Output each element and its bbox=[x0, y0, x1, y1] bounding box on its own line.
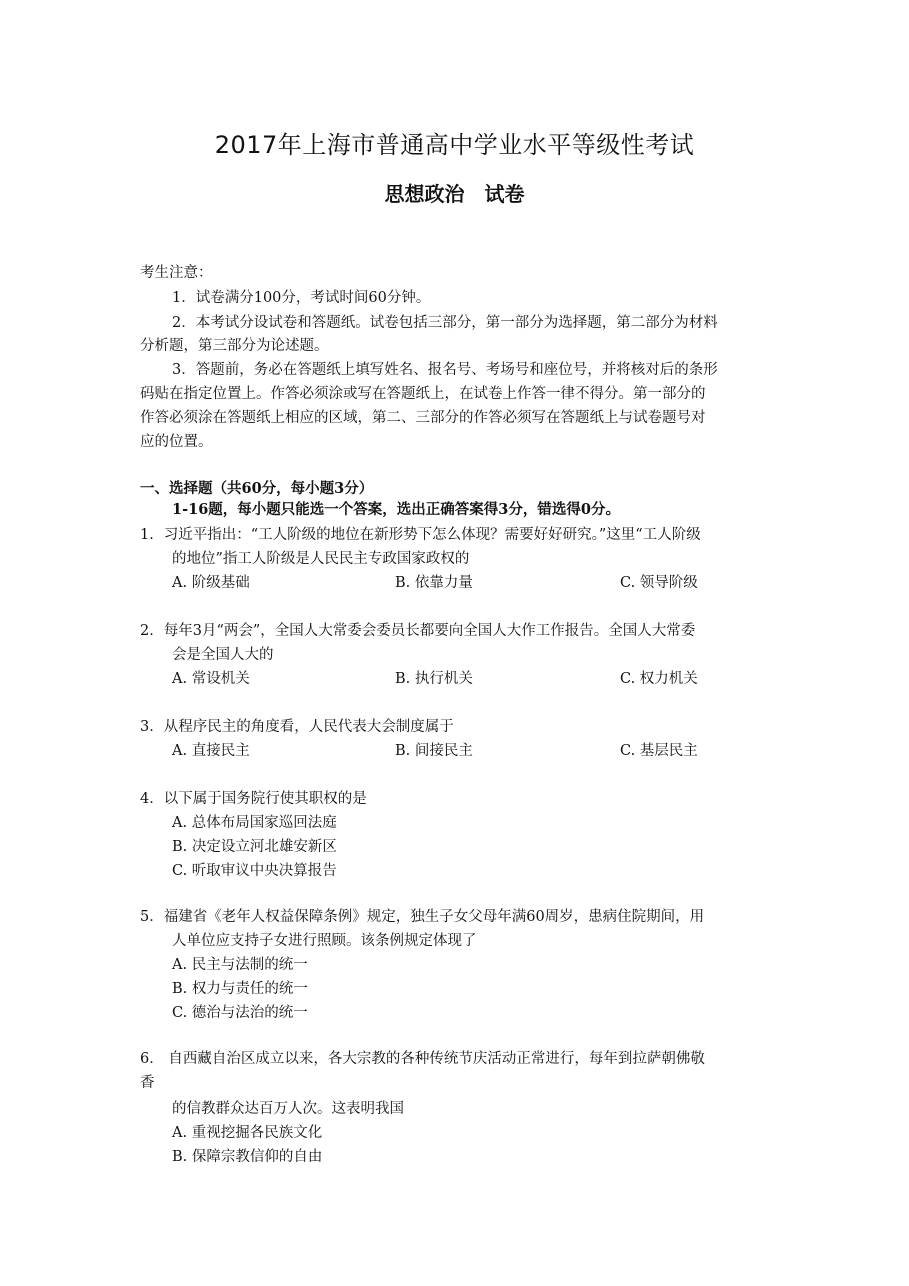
notice-item-3-cont-2: 作答必须涂在答题纸上相应的区域，第二、三部分的作答必须写在答题纸上与试卷题号对 bbox=[140, 410, 706, 426]
question-1-option-c: C. 领导阶级 bbox=[620, 575, 698, 591]
notice-item-3: 3．答题前，务必在答题纸上填写姓名、报名号、考场号和座位号，并将核对后的条形 bbox=[172, 362, 718, 378]
question-2-stem-line-1: 2．每年3月“两会”，全国人大常委会委员长都要向全国人大作工作报告。全国人大常委 bbox=[140, 623, 696, 639]
question-6-option-a: A. 重视挖掘各民族文化 bbox=[172, 1125, 323, 1141]
question-1-stem-line-2: 的地位”指工人阶级是人民民主专政国家政权的 bbox=[172, 551, 470, 567]
exam-subtitle: 思想政治 试卷 bbox=[384, 182, 525, 206]
question-2-option-b: B. 执行机关 bbox=[395, 671, 473, 687]
question-6-stem-line-3: 的信教群众达百万人次。这表明我国 bbox=[172, 1101, 404, 1117]
notice-item-3-cont-3: 应的位置。 bbox=[140, 434, 213, 450]
question-4-option-c: C. 听取审议中央决算报告 bbox=[172, 863, 337, 879]
question-5-stem-line-1: 5．福建省《老年人权益保障条例》规定，独生子女父母年满60周岁，患病住院期间，用 bbox=[140, 909, 705, 925]
notice-item-1: 1．试卷满分100分，考试时间60分钟。 bbox=[172, 290, 431, 306]
section-instruction: 1-16题，每小题只能选一个答案，选出正确答案得3分，错选得0分。 bbox=[172, 501, 620, 518]
question-5-option-c: C. 德治与法治的统一 bbox=[172, 1005, 308, 1021]
question-3-option-a: A. 直接民主 bbox=[172, 743, 250, 759]
notice-item-2: 2．本考试分设试卷和答题纸。试卷包括三部分，第一部分为选择题，第二部分为材料 bbox=[172, 315, 718, 331]
question-2-option-c: C. 权力机关 bbox=[620, 671, 698, 687]
question-4-stem: 4．以下属于国务院行使其职权的是 bbox=[140, 791, 367, 807]
question-5-stem-line-2: 人单位应支持子女进行照顾。该条例规定体现了 bbox=[172, 933, 477, 949]
section-heading: 一、选择题（共60分，每小题3分） bbox=[140, 480, 374, 497]
notice-item-3-cont-1: 码贴在指定位置上。作答必须涂或写在答题纸上，在试卷上作答一律不得分。第一部分的 bbox=[140, 386, 706, 402]
question-5-option-a: A. 民主与法制的统一 bbox=[172, 957, 308, 973]
question-1-stem-line-1: 1．习近平指出：“工人阶级的地位在新形势下怎么体现？需要好好研究。”这里“工人阶级 bbox=[140, 527, 701, 543]
question-3-option-c: C. 基层民主 bbox=[620, 743, 698, 759]
question-4-option-b: B. 决定设立河北雄安新区 bbox=[172, 839, 337, 855]
exam-title: 2017年上海市普通高中学业水平等级性考试 bbox=[214, 131, 695, 159]
notice-heading: 考生注意： bbox=[140, 265, 213, 281]
question-5-option-b: B. 权力与责任的统一 bbox=[172, 981, 308, 997]
question-1-option-a: A. 阶级基础 bbox=[172, 575, 250, 591]
question-6-stem-line-2: 香 bbox=[140, 1075, 155, 1091]
notice-item-2-cont: 分析题，第三部分为论述题。 bbox=[140, 338, 329, 354]
question-3-option-b: B. 间接民主 bbox=[395, 743, 473, 759]
question-1-option-b: B. 依靠力量 bbox=[395, 575, 473, 591]
question-6-option-b: B. 保障宗教信仰的自由 bbox=[172, 1149, 323, 1165]
question-6-stem-line-1: 6． 自西藏自治区成立以来，各大宗教的各种传统节庆活动正常进行，每年到拉萨朝佛敬 bbox=[140, 1051, 705, 1067]
question-3-stem: 3．从程序民主的角度看，人民代表大会制度属于 bbox=[140, 719, 454, 735]
question-2-stem-line-2: 会是全国人大的 bbox=[172, 647, 274, 663]
question-4-option-a: A. 总体布局国家巡回法庭 bbox=[172, 815, 337, 831]
question-2-option-a: A. 常设机关 bbox=[172, 671, 250, 687]
